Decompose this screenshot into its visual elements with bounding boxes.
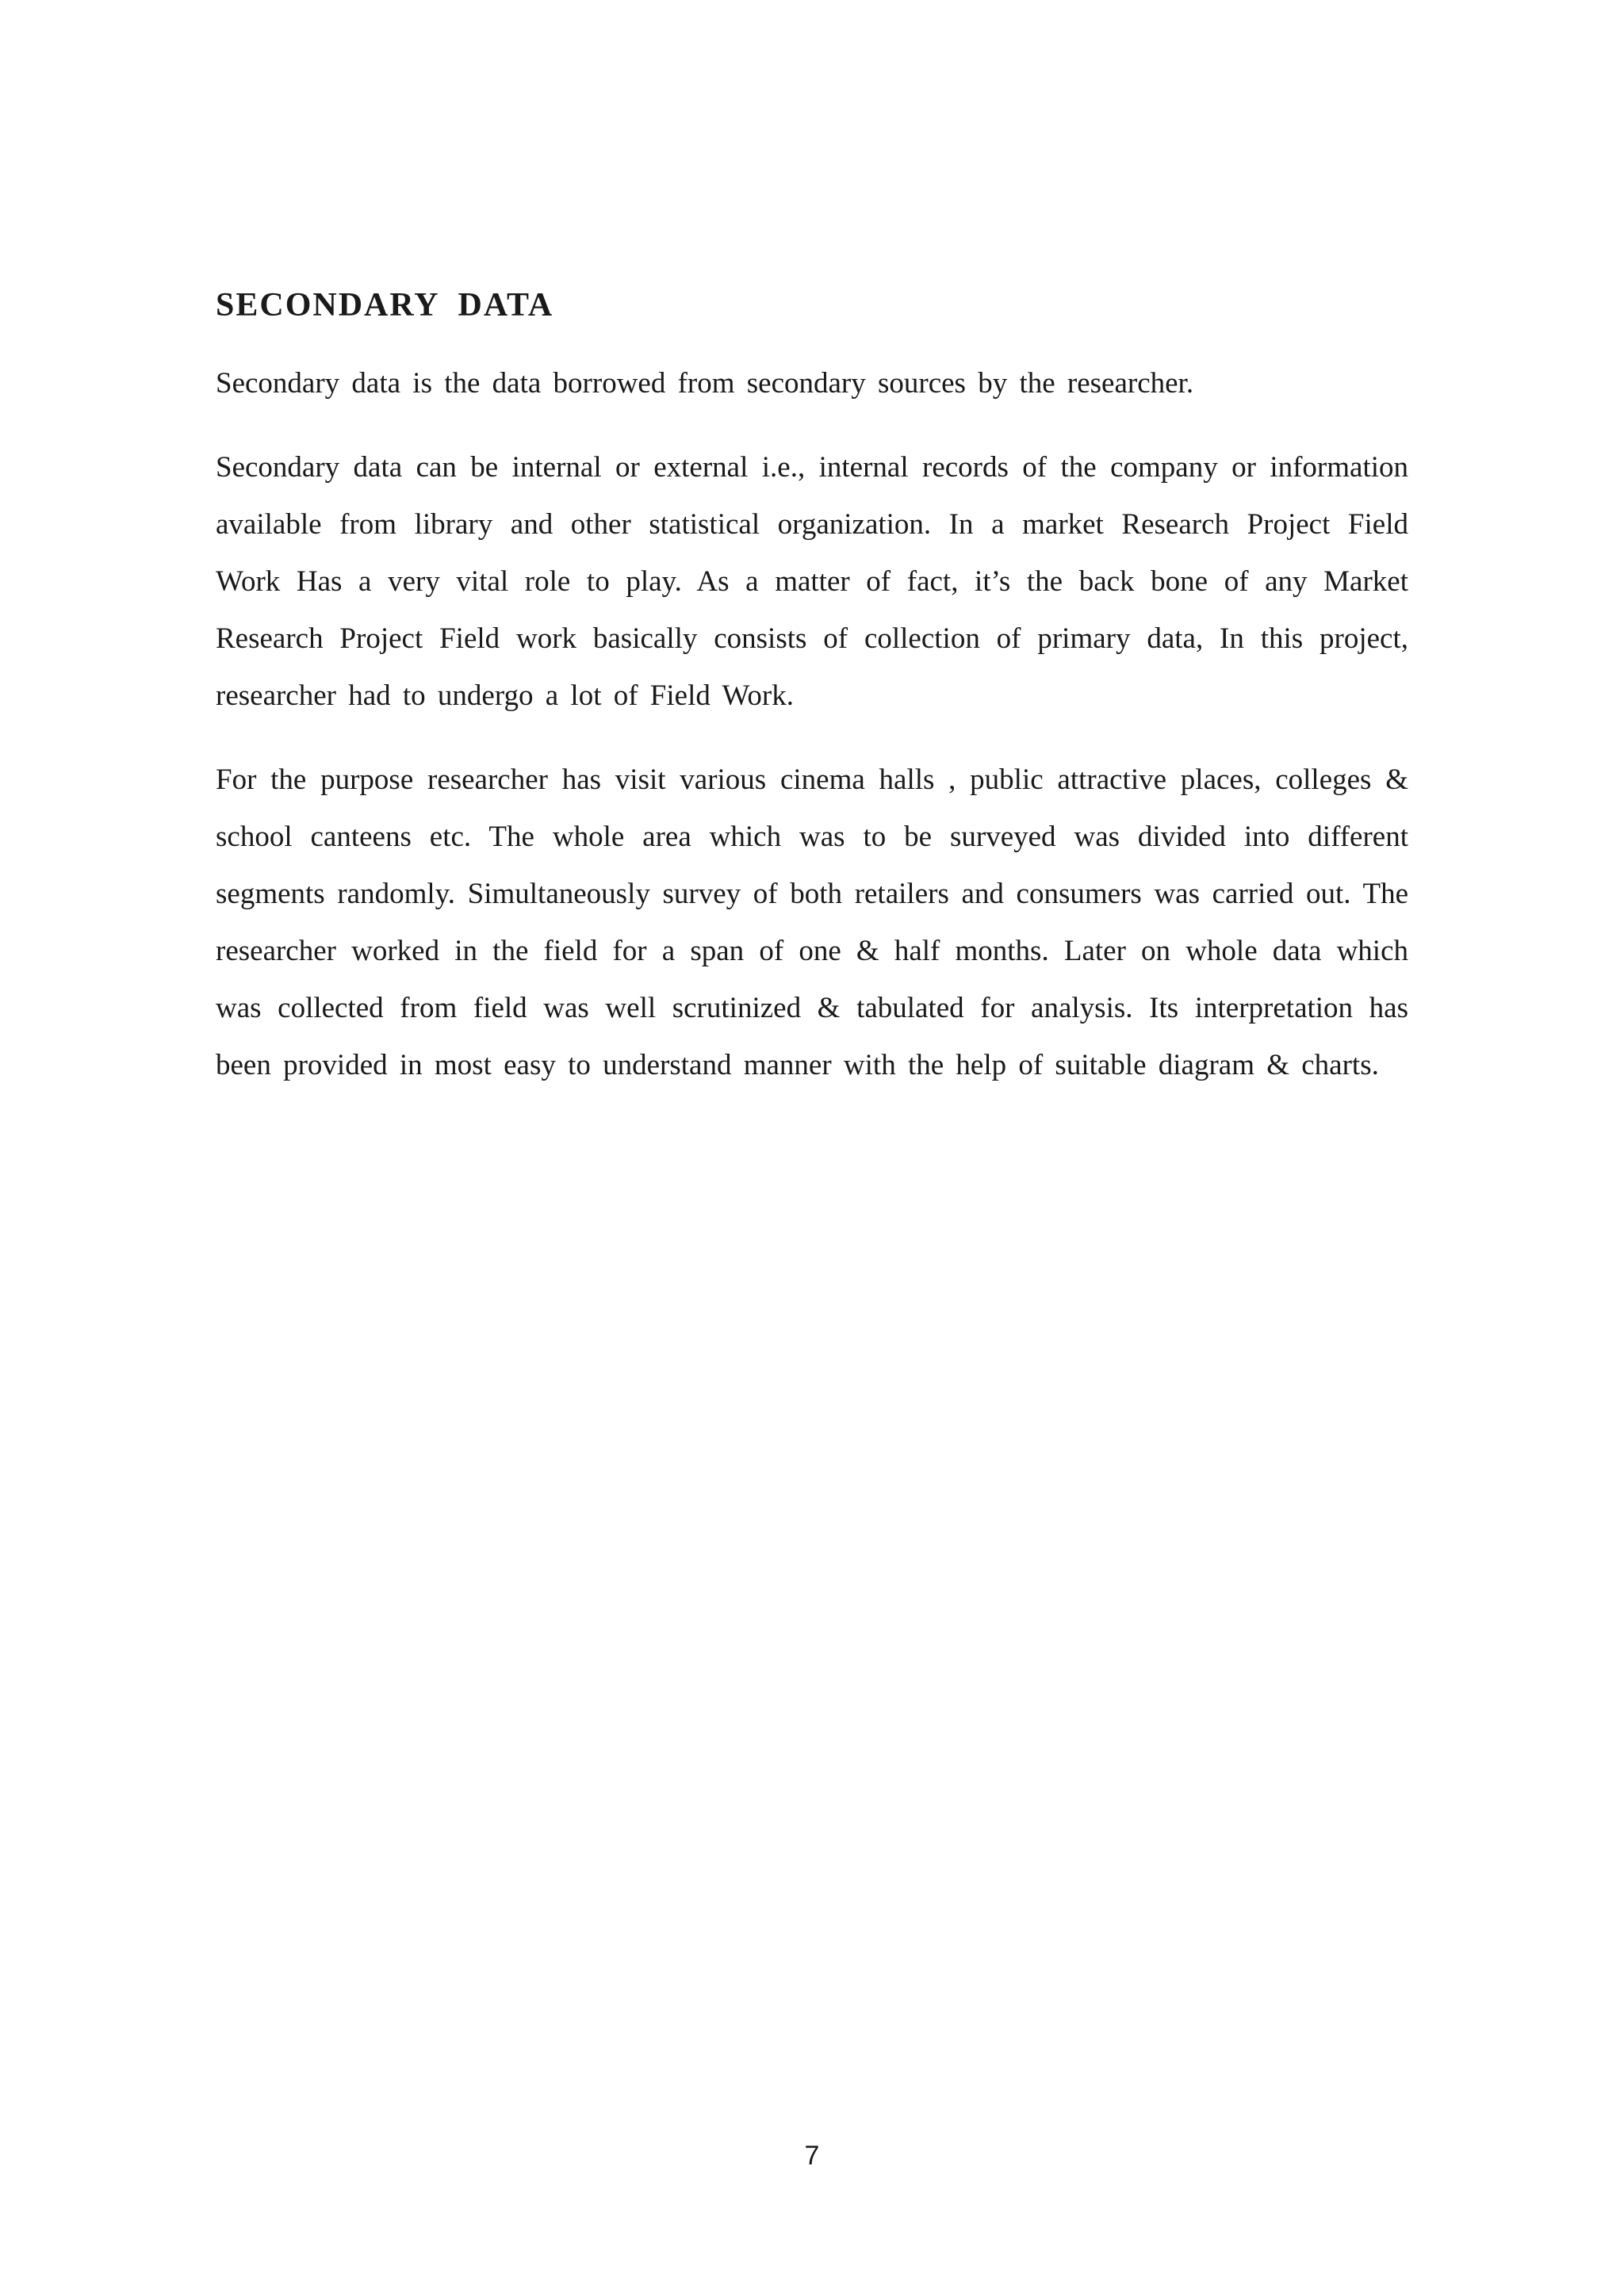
page-content [216,285,1408,1121]
section-heading: SECONDARY DATA [216,287,554,323]
paragraph-definition: Secondary data is the data borrowed from secondary sources by the researcher. [216,367,1194,400]
paragraph-sources: Secondary data can be internal or external i.e., internal records of the company or information available from library and other statistical organization. In a market Research Project Field Work Has a very vital role to play. As a matter of fact, it’s the back bone of any Market Research Project Field work basically consists of collection of primary data, In this project, researcher had to undergo a lot of Field Work. [216,451,1408,713]
paragraph-fieldwork: For the purpose researcher has visit various cinema halls , public attractive places, colleges & school canteens etc. The whole area which was to be surveyed was divided into different segments randomly. Simultaneously survey of both retailers and consumers was carried out. The researcher worked in the field for a span of one & half months. Later on whole data which was collected from field was well scrutinized & tabulated for analysis. Its interpretation has been provided in most easy to understand manner with the help of suitable diagram & charts. [216,763,1408,1082]
page-number: 7 [804,2141,820,2171]
